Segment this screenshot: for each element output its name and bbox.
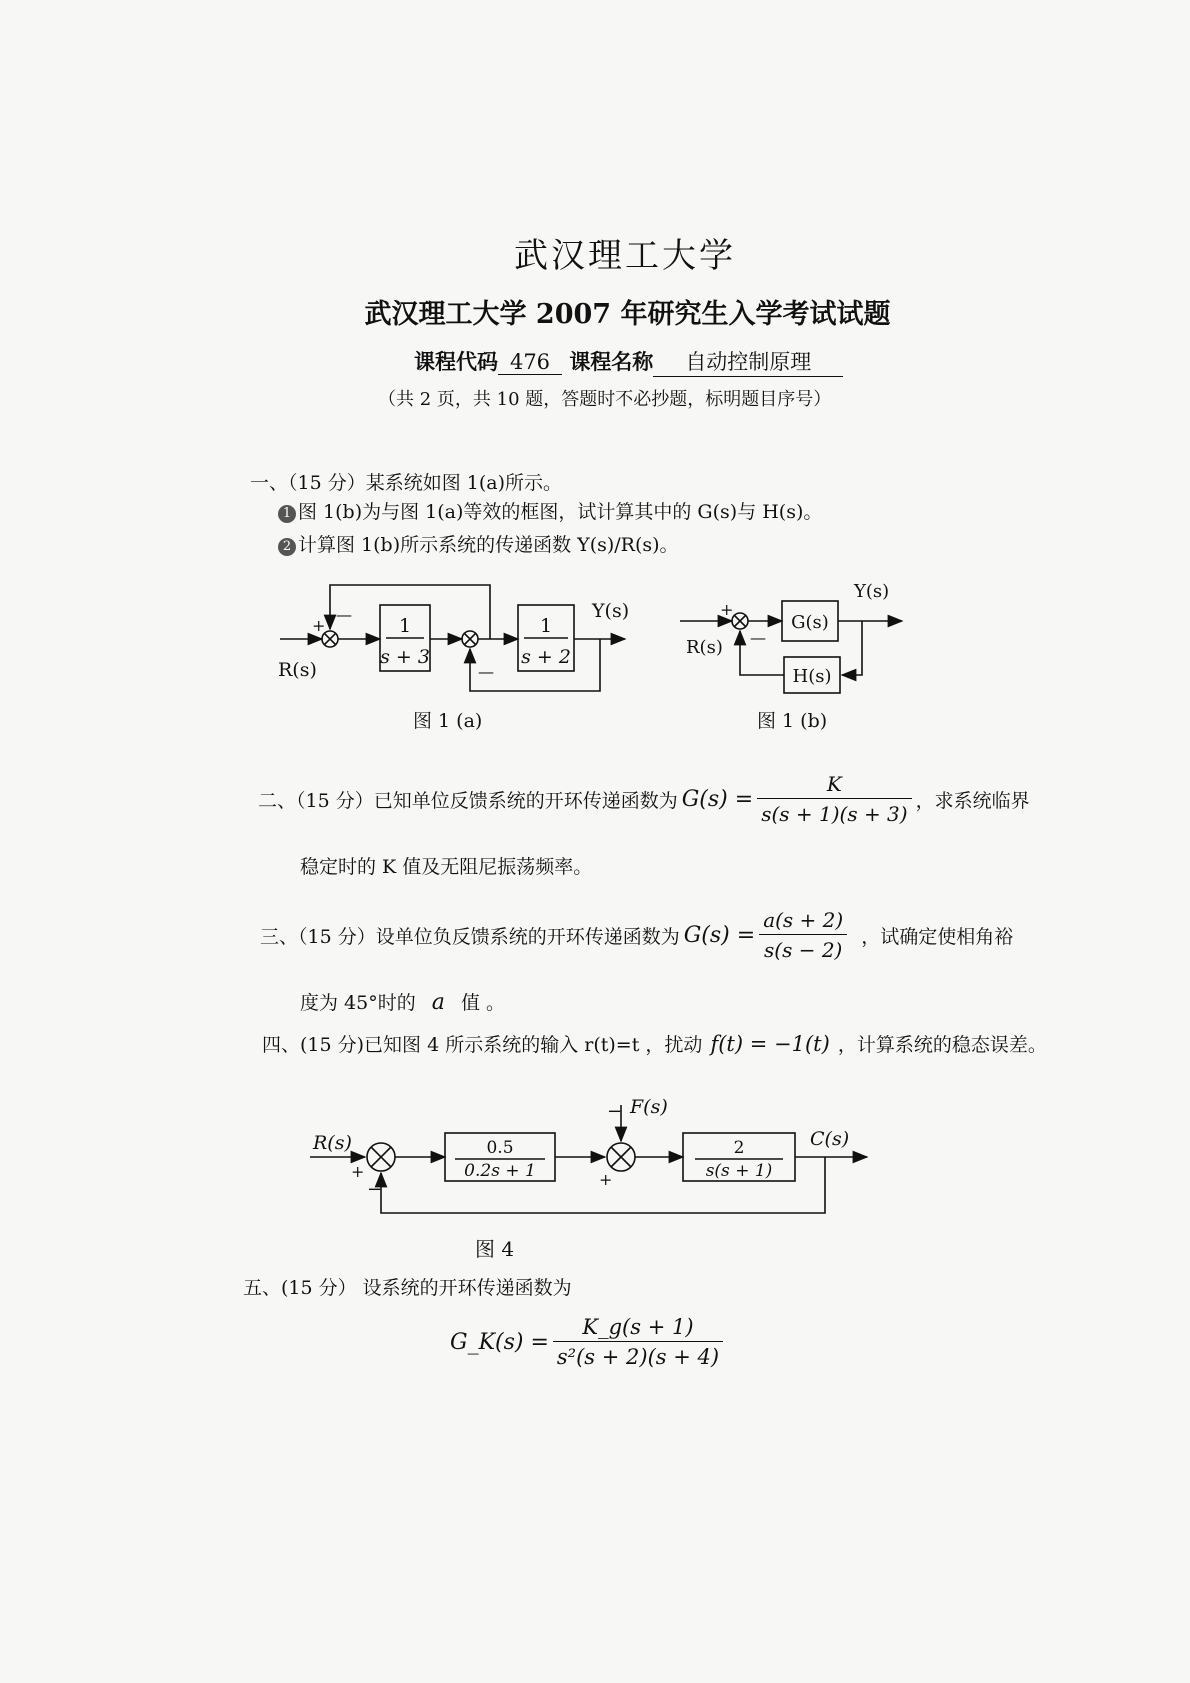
fig4-block1-num: 0.5 xyxy=(486,1138,514,1158)
q4-head-b: ，计算系统的稳态误差。 xyxy=(837,1034,1047,1056)
q1-item2 xyxy=(278,530,679,557)
fig4-disturbance-label: F(s) xyxy=(630,1096,668,1118)
q4-disturbance-expr: f(t) = −1(t) xyxy=(710,1032,830,1056)
fig1b-caption: 图 1 (b) xyxy=(757,710,828,732)
fig4-block2-den: s(s + 1) xyxy=(705,1161,773,1181)
course-name-label: 课程名称 xyxy=(569,349,654,374)
block2-num: 1 xyxy=(539,615,553,637)
q3-line1 xyxy=(260,908,1013,962)
exam-note: （共 2 页，共 10 题，答题时不必抄题，标明题目序号） xyxy=(378,389,832,410)
q5-denominator: s²(s + 2)(s + 4) xyxy=(556,1345,720,1369)
q2-head: 二、（15 分）已知单位反馈系统的开环传递函数为 xyxy=(258,789,678,812)
course-code-label: 课程代码 xyxy=(414,349,498,374)
circled-one-mark: 1 xyxy=(278,505,296,523)
course-name: 自动控制原理 xyxy=(653,346,843,377)
fig1a-output-label: Y(s) xyxy=(592,600,630,622)
q3-lhs: G(s) = xyxy=(683,922,756,948)
fig4-minus-sign-2: − xyxy=(607,1101,623,1122)
fig1a-minus-sign-2: — xyxy=(478,662,494,681)
q5-formula xyxy=(450,1315,727,1369)
q3-line2-b: 值 。 xyxy=(460,992,505,1014)
q3-line2-a: 度为 45°时的 xyxy=(300,992,416,1014)
q5-numerator: K_g(s + 1) xyxy=(553,1315,723,1342)
course-line xyxy=(414,346,843,377)
course-code: 476 xyxy=(498,350,562,375)
fig4-output-label: C(s) xyxy=(810,1128,850,1150)
fig4-minus-sign-1: − xyxy=(367,1179,383,1200)
q2-line1 xyxy=(258,772,1030,826)
fig4-input-label: R(s) xyxy=(313,1132,352,1154)
fig1a-minus-sign: — xyxy=(336,605,352,624)
fig4-block1-den: 0.2s + 1 xyxy=(464,1161,536,1181)
q3-numerator: a(s + 2) xyxy=(759,908,847,935)
block1-den: s + 3 xyxy=(380,646,430,668)
fig1b-output-label: Y(s) xyxy=(854,581,890,602)
fig4-plus-sign-1: + xyxy=(351,1162,365,1181)
figure-1b xyxy=(680,575,920,695)
q3-head: 三、（15 分）设单位负反馈系统的开环传递函数为 xyxy=(260,925,680,948)
block2-den: s + 2 xyxy=(521,646,571,668)
q3-var-a: a xyxy=(431,990,445,1015)
q3-line2 xyxy=(300,988,505,1015)
q1-item1-text: 图 1(b)为与图 1(a)等效的框图，试计算其中的 G(s)与 H(s)。 xyxy=(298,501,823,523)
q2-denominator: s(s + 1)(s + 3) xyxy=(761,802,908,826)
block-h-label: H(s) xyxy=(792,666,832,687)
exam-title: 武汉理工大学 2007 年研究生入学考试试题 xyxy=(364,299,891,330)
school-name: 武汉理工大学 xyxy=(514,236,736,276)
q2-fraction xyxy=(757,772,911,826)
q3-denominator: s(s − 2) xyxy=(764,938,843,962)
q5-head: 五、(15 分） 设系统的开环传递函数为 xyxy=(243,1277,572,1299)
figure-4 xyxy=(305,1095,885,1230)
q4-head-a: 四、(15 分)已知图 4 所示系统的输入 r(t)=t ，扰动 xyxy=(262,1034,703,1056)
fig1a-plus-sign: + xyxy=(312,616,326,635)
fig1b-minus-sign: — xyxy=(750,628,766,647)
circled-two-mark: 2 xyxy=(278,538,296,556)
q1-item2-text: 计算图 1(b)所示系统的传递函数 Y(s)/R(s)。 xyxy=(298,534,679,556)
q4-line xyxy=(262,1030,1047,1057)
block1-num: 1 xyxy=(398,615,412,637)
fig4-caption: 图 4 xyxy=(475,1237,515,1261)
q3-fraction xyxy=(759,908,847,962)
q1-item1 xyxy=(278,497,822,524)
fig1a-caption: 图 1 (a) xyxy=(413,710,483,732)
fig4-plus-sign-2: + xyxy=(599,1170,613,1189)
q2-tail: ，求系统临界 xyxy=(915,789,1030,812)
q5-fraction xyxy=(553,1315,723,1369)
fig1b-plus-sign: + xyxy=(720,600,734,619)
block-g-label: G(s) xyxy=(791,612,829,633)
fig1a-input-label: R(s) xyxy=(278,659,317,681)
fig4-block2-num: 2 xyxy=(733,1138,745,1158)
q2-line2: 稳定时的 K 值及无阻尼振荡频率。 xyxy=(300,856,593,878)
q3-tail: ，试确定使相角裕 xyxy=(861,925,1014,948)
q2-lhs: G(s) = xyxy=(681,786,754,812)
fig1b-input-label: R(s) xyxy=(686,637,723,658)
q2-numerator: K xyxy=(757,772,911,799)
q1-head: 一、（15 分）某系统如图 1(a)所示。 xyxy=(250,472,562,494)
q5-lhs: G_K(s) = xyxy=(450,1329,549,1355)
